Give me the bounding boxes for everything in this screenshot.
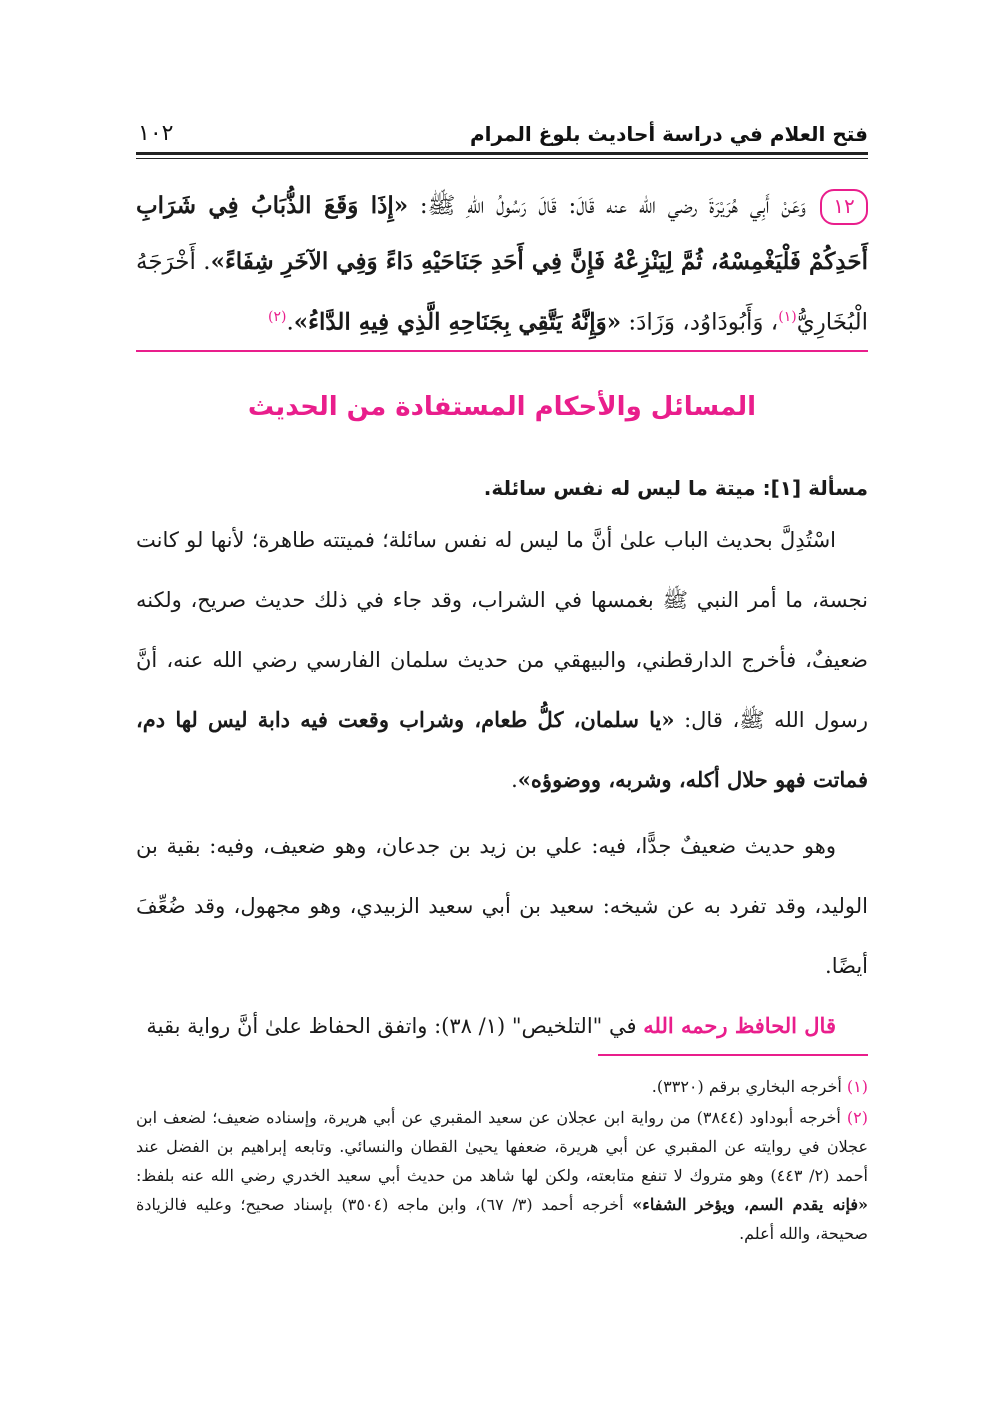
hadith-intro: وَعَنْ أَبِي هُرَيْرَةَ رضي الله عنه قَالَ: قَالَ رَسُولُ اللهِ ﷺ: xyxy=(408,193,806,219)
hadith-number-badge: ١٢ xyxy=(820,189,868,225)
footnote-2-number: (٢) xyxy=(846,1108,869,1127)
footnote-ref-2[interactable]: (٢) xyxy=(267,309,287,325)
hadith-end: . xyxy=(286,309,294,336)
hadith-mid: ، وَأَبُودَاوُد، وَزَادَ: xyxy=(621,309,779,336)
paragraph-1-end: . xyxy=(511,768,518,792)
footnote-ref-1[interactable]: (١) xyxy=(778,309,797,325)
paragraph-3 xyxy=(136,996,868,1056)
body-text xyxy=(136,466,868,1056)
footnote-2-quote: «فإنه يقدم السم، ويؤخر الشفاء» xyxy=(632,1195,869,1214)
hadith-addition: «وَإِنَّهُ يَتَّقِي بِجَنَاحِهِ الَّذِي فِيهِ الدَّاءُ» xyxy=(293,308,622,336)
page-number: ١٠٢ xyxy=(138,121,174,146)
hadith-block xyxy=(136,178,868,348)
footnote-1-text: أخرجه البخاري برقم (٣٣٢٠). xyxy=(651,1077,847,1096)
section-title: المسائل والأحكام المستفادة من الحديث xyxy=(247,392,757,422)
footnote-2-text: أخرجه أبوداود (٣٨٤٤) من رواية ابن عجلان عن سعيد المقبري عن أبي هريرة، وإسناده ضعيف؛ لضعف ابن عجلان في روايته عن المقبري عن أبي هريرة، ضعفها يحيىٰ القطان والنسائي. وتابعه إبراهيم بن الفضل عند أحمد (٢/ ٤٤٣) وهو متروك لا تنفع متابعته، ولكن لها شاهد من حديث أبي سعيد الخدري رضي الله عنه بلفظ: xyxy=(136,1108,869,1185)
footnote-2-tail: أخرجه أحمد (٣/ ٦٧)، وابن ماجه (٣٥٠٤) بإسناد صحيح؛ وعليه فالزيادة صحيحة، والله أعلم. xyxy=(136,1195,868,1243)
header-rule-thin xyxy=(136,158,868,159)
footnote-1-number: (١) xyxy=(846,1077,868,1096)
hadith-divider xyxy=(136,350,868,352)
footnotes xyxy=(136,1072,868,1250)
running-header xyxy=(138,112,868,146)
header-rule xyxy=(136,152,868,155)
paragraph-1-text: اسْتُدِلَّ بحديث الباب علىٰ أنَّ ما ليس له نفس سائلة؛ فميتته طاهرة؛ لأنها لو كانت نجسة، ما أمر النبي ﷺ بغمسها في الشراب، وقد جاء في ذلك حديث صريح، ولكنه ضعيفٌ، فأخرج الدارقطني، والبيهقي من حديث سلمان الفارسي رضي الله عنه، أنَّ رسول الله ﷺ، قال: xyxy=(136,528,869,732)
paragraph-1 xyxy=(136,510,868,810)
footnote-2 xyxy=(136,1103,868,1248)
issue-label: مسألة [١]: xyxy=(762,476,868,500)
book-title: فتح العلام في دراسة أحاديث بلوغ المرام xyxy=(469,122,868,146)
issue-heading xyxy=(136,466,868,510)
footnote-separator xyxy=(598,1054,868,1056)
paragraph-3-text: في "التلخيص" (١/ ٣٨): واتفق الحفاظ علىٰ أنَّ رواية بقية xyxy=(146,1014,644,1038)
issue-title: ميتة ما ليس له نفس سائلة. xyxy=(483,476,763,500)
footnote-1 xyxy=(136,1072,868,1101)
salman-hadith-quote: «يا سلمان، كلُّ طعام، وشراب وقعت فيه دابة ليس لها دم، فماتت فهو حلال أكله، وشربه، ووضوؤه» xyxy=(136,707,868,792)
hadith-takhrij: . أَخْرَجَهُ الْبُخَارِيُّ xyxy=(136,249,868,336)
hadith-text: «إِذَا وَقَعَ الذُّبَابُ فِي شَرَابِ أَحَدِكُمْ فَلْيَغْمِسْهُ، ثُمَّ لِيَنْزِعْهُ فَإِنَّ فِي أَحَدِ جَنَاحَيْهِ دَاءً وَفِي الآخَرِ شِفَاءً» xyxy=(136,192,868,275)
paragraph-2: وهو حديث ضعيفٌ جدًّا، فيه: علي بن زيد بن جدعان، وهو ضعيف، وفيه: بقية بن الوليد، وقد تفرد به عن شيخه: سعيد بن أبي سعيد الزبيدي، وهو مجهول، وقد ضُعِّفَ أيضًا. xyxy=(136,834,868,978)
hafiz-speaker: قال الحافظ رحمه الله xyxy=(643,1013,836,1038)
